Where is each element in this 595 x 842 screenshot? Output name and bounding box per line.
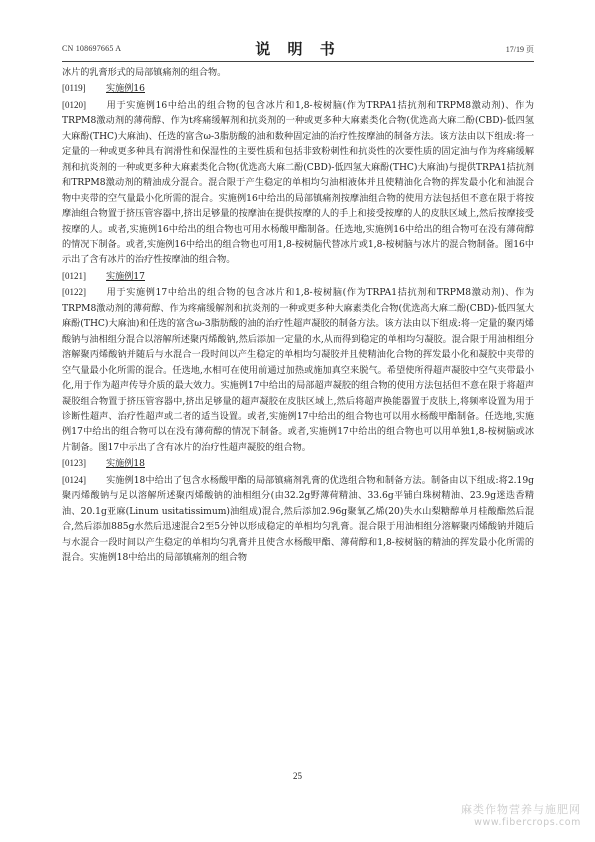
paragraph-number: [0121] xyxy=(62,270,86,281)
heading-text: 实施例16 xyxy=(106,84,145,95)
paragraph-number: [0119] xyxy=(62,83,86,94)
watermark-url: www.fibercrops.com xyxy=(474,817,581,828)
paragraph xyxy=(62,98,534,269)
paragraph-number: [0120] xyxy=(62,99,86,110)
document-title: 说 明 书 xyxy=(255,40,341,58)
paragraph-text: 用于实施例17中给出的组合物的包含冰片和1,8-桉树脑(作为TRPA1拮抗剂和TRPM8激动剂)、作为TRPM8激动剂的薄荷醇、作为疼痛缓解剂和抗炎剂的一种或更多种大麻素类化合物(优选高大麻二酚(CBD)-低四氢大麻酚(THC)大麻油)和任选的富含ω-3脂肪酸的油的治疗性超声凝胶的制备方法。该方法由以下组成:将一定量的聚丙烯酸钠与油相组分混合以溶解所述聚丙烯酸钠,然后添加一定量的水,从而得到稳定的单相均匀凝胶。混合限于用油相组分溶解聚丙烯酸钠并随后与水混合一段时间以产生稳定的单相均匀凝胶并且使精油化合物的挥发最小化和凝胶中夹带的空气量最小化所需的混合。任选地,水相可在使用前通过加热或施加真空来脱气。希望使所得超声凝胶中空气夹带最小化,用于作为超声传导介质的最大效力。实施例17中给出的局部超声凝胶的组合物的使用方法包括但不意在限于将超声凝胶组合物置于挤压管容器中,挤出足够量的超声凝胶在皮肤区域上,然后将超声换能器置于皮肤上,将频率设置为用于诊断性超声、治疗性超声或二者的适当设置。或者,实施例17中给出的组合物也可以用水杨酸甲酯制备。任选地,实施例17中给出的组合物可以在没有薄荷醇的情况下制备。或者,实施例17中给出的组合物也可以用单独1,8-桉树脑或冰片制备。图17中示出了含有冰片的治疗性超声凝胶的组合物。 xyxy=(62,288,534,453)
page-header xyxy=(62,38,534,60)
paragraph-number: [0123] xyxy=(62,458,86,469)
header-rule xyxy=(62,61,534,62)
paragraph-text: 冰片的乳膏形式的局部镇痛剂的组合物。 xyxy=(62,68,227,78)
paragraph-number: [0122] xyxy=(62,287,86,298)
page-number: 25 xyxy=(293,771,302,781)
paragraph-text: 用于实施例16中给出的组合物的包含冰片和1,8-桉树脑(作为TRPA1拮抗剂和TRPM8激动剂)、作为TRPM8激动剂的薄荷醇、作为t疼痛缓解剂和抗炎剂的一种或更多种大麻素类化合物(优选高大麻二酚(CBD)-低四氢大麻酚(THC)大麻油)、任选的富含ω-3脂肪酸的油和数种固定油的治疗性按摩油的制备方法。该方法由以下组成:将一定量的一种或更多种具有润滑性和保湿性的主要性质和包括非致粉刺性和抗炎性的次要性质的固定油与作为疼痛缓解剂和抗炎剂的一种或更多种大麻素类化合物(优选高大麻二酚(CBD)-低四氢大麻酚(THC)大麻油)与提供TRPA1拮抗剂和TRPM8激动剂的精油成分混合。混合限于产生稳定的单相均匀油相液体并且使精油化合物的挥发最小化和油混合物中夹带的空气量最小化所需的混合。实施例16中给出的局部镇痛剂按摩油组合物的使用方法包括但不意在限于将按摩油组合物置于挤压管容器中,挤出足够量的按摩油在提供按摩的人的手上和接受按摩的人的皮肤区域上,然后按摩接受按摩的人。或者,实施例16中给出的组合物也可用水杨酸甲酯制备。任选地,实施例16中给出的组合物可在没有薄荷醇的情况下制备。或者,实施例16中给出的组合物也可用1,8-桉树脑代替冰片或1,8-桉树脑与冰片的混合物制备。图16中示出了含有冰片的治疗性按摩油的组合物。 xyxy=(62,100,534,266)
watermark-site-name: 麻类作物营养与施肥网 xyxy=(461,803,581,816)
heading-text: 实施例17 xyxy=(106,271,145,282)
patent-number: CN 108697665 A xyxy=(62,44,122,53)
section-heading xyxy=(62,81,534,97)
page-indicator: 17/19 页 xyxy=(505,45,534,54)
watermark xyxy=(461,801,581,828)
paragraph-text: 实施例18中给出了包含水杨酸甲酯的局部镇痛剂乳膏的优选组合物和制备方法。制备由以下组成:将2.19g聚丙烯酸钠与足以溶解所述聚丙烯酸钠的油相组分(由32.2g野薄荷精油、33.6g平铺白珠树精油、23.9g迷迭香精油、20.1g亚麻(Linum usitatissimum)油组成)混合,然后添加2.96g聚氧乙烯(20)失水山梨糖醇单月桂酸酯然后混合,然后添加885g水然后迅速混合2至5分钟以形成稳定的单相均匀乳膏。混合限于用油相组分溶解聚丙烯酸钠并随后与水混合一段时间以产生稳定的单相均匀乳膏并且使含水杨酸甲酯、薄荷醇和1,8-桉树脑的精油的挥发最小化所需的混合。实施例18中给出的局部镇痛剂的组合物 xyxy=(62,475,534,564)
section-heading xyxy=(62,456,534,472)
paragraph-number: [0124] xyxy=(62,474,86,485)
paragraph xyxy=(62,66,534,81)
section-heading xyxy=(62,269,534,285)
document-body xyxy=(62,66,534,567)
paragraph xyxy=(62,285,534,456)
paragraph xyxy=(62,473,534,567)
heading-text: 实施例18 xyxy=(106,459,145,470)
